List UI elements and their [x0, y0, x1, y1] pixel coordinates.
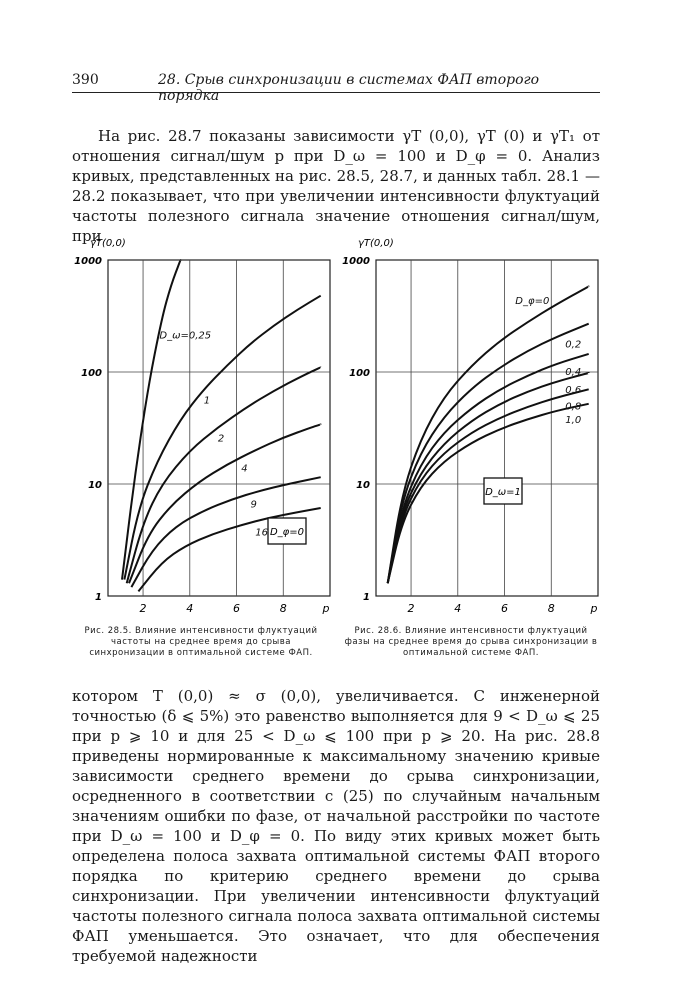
series-curve-3	[129, 424, 321, 583]
series-curve-2	[388, 354, 589, 583]
paragraph-top: На рис. 28.7 показаны зависимости γT (0,0), γT (0) и γT₁ от отношения сигнал/шум p при D_ω = 100 и D_φ = 0. Анализ кривых, представленных на рис. 28.5, 28.7, и данных табл. 28.1 — 28.2 показывает, что при увеличении интенсивности флуктуаций частоты полезного сигнала значение отношения сигнал/шум, при	[72, 127, 600, 245]
x-axis-label: p	[322, 602, 330, 615]
x-tick-label: 8	[547, 602, 555, 615]
series-label: 0,8	[565, 401, 582, 413]
y-axis-label: γT(0,0)	[90, 238, 126, 249]
y-tick-label: 10	[88, 480, 102, 491]
y-tick-label: 10	[356, 480, 370, 491]
y-axis-label: γT(0,0)	[358, 238, 394, 249]
parameter-box-label: D_φ=0	[269, 527, 305, 538]
x-tick-label: 4	[186, 602, 194, 615]
series-label: 0,6	[565, 385, 582, 397]
y-tick-label: 100	[81, 368, 102, 379]
x-axis-label: p	[590, 602, 598, 615]
series-label: 2	[217, 433, 225, 445]
x-tick-label: 2	[139, 602, 147, 615]
series-label: 0,2	[565, 339, 582, 351]
running-title: 28. Срыв синхронизации в системах ФАП второго порядка	[158, 72, 540, 104]
y-tick-label: 1000	[342, 256, 370, 267]
series-label: 9	[250, 499, 257, 511]
x-tick-label: 6	[501, 602, 509, 615]
plot-frame	[376, 260, 598, 596]
series-label: 4	[241, 463, 248, 475]
y-tick-label: 1000	[74, 256, 102, 267]
x-tick-label: 8	[279, 602, 287, 615]
parameter-box-label: D_ω=1	[485, 487, 521, 498]
series-label: D_ω=0,25	[159, 330, 212, 342]
series-label: 1	[203, 395, 211, 407]
x-tick-label: 2	[407, 602, 415, 615]
figure-28-6-chart	[338, 226, 608, 618]
y-tick-label: 1	[363, 592, 370, 603]
paragraph-bottom: котором T (0,0) ≈ σ (0,0), увеличивается. С инженерной точностью (δ ⩽ 5%) это равенство выполняется для 9 < D_ω ⩽ 25 при p ⩾ 10 и для 25 < D_ω ⩽ 100 при p ⩾ 20. На рис. 28.8 приведены нормированные к максимальному значению кривые зависимости среднего времени до срыва синхронизации, осредненного в соответствии с (25) по случайным начальным значениям ошибки по фазе, от начальной расстройки по частоте при D_ω = 100 и D_φ = 0. По виду этих кривых может быть определена полоса захвата оптимальной системы ФАП второго порядка по критерию среднего времени до срыва синхронизации. При увеличении интенсивности флуктуаций частоты полезного сигнала полоса захвата оптимальной системы ФАП уменьшается. Это означает, что для обеспечения требуемой надежности	[72, 687, 600, 965]
series-label: 1,0	[565, 414, 582, 426]
figure-28-5-caption: Рис. 28.5. Влияние интенсивности флуктуаций частоты на среднее время до срыва синхронизации в оптимальной системе ФАП.	[84, 626, 318, 658]
figure-28-5-chart	[70, 226, 340, 618]
y-tick-label: 100	[349, 368, 370, 379]
series-curve-2	[127, 367, 321, 583]
series-label: 16	[255, 527, 268, 539]
series-label: D_φ=0	[515, 295, 550, 307]
page-number: 390	[72, 72, 99, 88]
x-tick-label: 4	[454, 602, 462, 615]
figure-28-6-caption: Рис. 28.6. Влияние интенсивности флуктуаций фазы на среднее время до срыва синхронизации в оптимальной системе ФАП.	[344, 626, 598, 658]
y-tick-label: 1	[95, 592, 102, 603]
series-label: 0,4	[565, 367, 582, 379]
x-tick-label: 6	[233, 602, 241, 615]
running-header	[72, 68, 600, 104]
